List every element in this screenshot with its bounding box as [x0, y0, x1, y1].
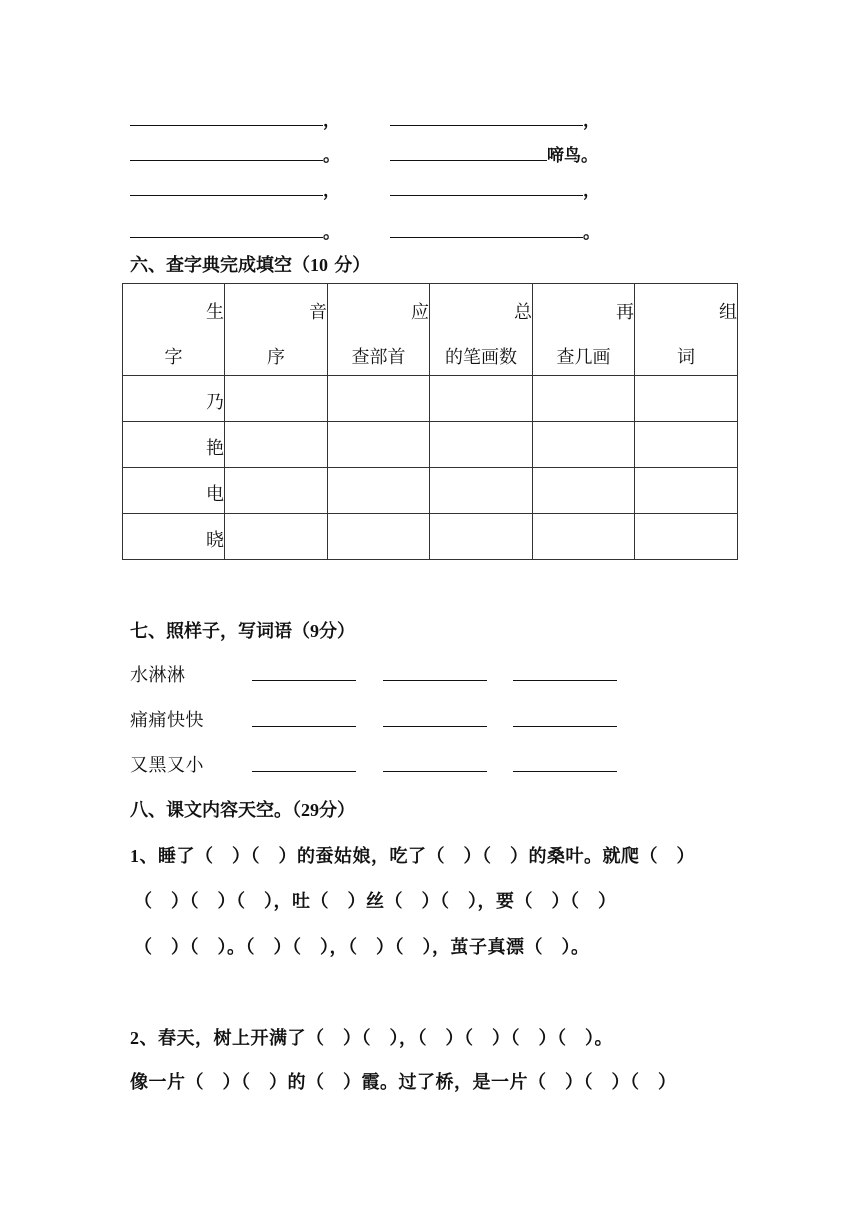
dictionary-table [122, 283, 738, 560]
example-word: 水淋淋 [130, 665, 186, 686]
header-cell: 音 序 [225, 284, 328, 376]
answer-cell[interactable] [225, 468, 328, 514]
fill-blank[interactable] [130, 221, 323, 238]
fill-blank[interactable] [383, 664, 487, 681]
answer-cell[interactable] [533, 422, 635, 468]
example-word: 又黑又小 [130, 755, 204, 776]
table-row [123, 376, 738, 422]
answer-cell[interactable] [635, 468, 738, 514]
fill-blank[interactable] [130, 144, 323, 161]
punctuation: ， [583, 111, 600, 131]
section-8-title: 八、课文内容天空。（29分） [130, 800, 355, 821]
fill-blank[interactable] [390, 179, 583, 196]
punctuation: 。 [583, 223, 600, 243]
blank-row-1-right [390, 106, 600, 131]
blank-row-3 [130, 176, 340, 201]
answer-cell[interactable] [430, 468, 533, 514]
fill-blank[interactable] [252, 664, 356, 681]
punctuation: ， [583, 181, 600, 201]
fill-blank[interactable] [513, 710, 617, 727]
blank-row-2-right [390, 141, 598, 166]
blank-row-4 [130, 218, 340, 243]
line-ending-text: 啼鸟。 [547, 146, 598, 166]
header-cell: 生 字 [123, 284, 225, 376]
fill-blank[interactable] [383, 710, 487, 727]
blank-row-3-right [390, 176, 600, 201]
fill-blank[interactable] [513, 664, 617, 681]
answer-cell[interactable] [225, 376, 328, 422]
char-cell: 艳 [123, 422, 225, 468]
question-2-line-1: 2、春天，树上开满了（ ）（ ），（ ）（ ）（ ）（ ）。 [130, 1028, 613, 1049]
answer-cell[interactable] [533, 468, 635, 514]
question-1-line-3: （ ）（ ）。（ ）（ ），（ ）（ ），茧子真漂（ ）。 [134, 937, 590, 958]
fill-blank[interactable] [390, 144, 547, 161]
punctuation: 。 [323, 146, 340, 166]
char-cell: 晓 [123, 514, 225, 560]
char-cell: 乃 [123, 376, 225, 422]
answer-cell[interactable] [533, 376, 635, 422]
table-header-row [123, 284, 738, 376]
blank-row-2 [130, 141, 340, 166]
char-cell: 电 [123, 468, 225, 514]
table-row [123, 422, 738, 468]
answer-cell[interactable] [533, 514, 635, 560]
fill-blank[interactable] [513, 755, 617, 772]
table-row [123, 514, 738, 560]
answer-cell[interactable] [635, 422, 738, 468]
fill-blank[interactable] [383, 755, 487, 772]
header-cell: 组 词 [635, 284, 738, 376]
answer-cell[interactable] [328, 514, 430, 560]
header-cell: 总 的笔画数 [430, 284, 533, 376]
punctuation: 。 [323, 223, 340, 243]
header-cell: 应 查部首 [328, 284, 430, 376]
punctuation: ， [323, 111, 340, 131]
question-1-line-2: （ ）（ ）（ ），吐（ ）丝（ ）（ ），要（ ）（ ） [134, 891, 617, 912]
fill-blank[interactable] [252, 755, 356, 772]
section-7-title: 七、照样子，写词语（9分） [130, 621, 355, 642]
header-cell: 再 查几画 [533, 284, 635, 376]
answer-cell[interactable] [430, 376, 533, 422]
section-6-title: 六、查字典完成填空（10 分） [130, 255, 371, 276]
answer-cell[interactable] [635, 514, 738, 560]
answer-cell[interactable] [225, 514, 328, 560]
fill-blank[interactable] [252, 710, 356, 727]
blank-row-1 [130, 106, 340, 131]
answer-cell[interactable] [328, 376, 430, 422]
question-1-line-1: 1、睡了（ ）（ ）的蚕姑娘，吃了（ ）（ ）的桑叶。就爬（ ） [130, 846, 695, 867]
example-word: 痛痛快快 [130, 710, 204, 731]
table-row [123, 468, 738, 514]
fill-blank[interactable] [130, 109, 323, 126]
fill-blank[interactable] [390, 221, 583, 238]
answer-cell[interactable] [430, 422, 533, 468]
blank-row-4-right [390, 218, 600, 243]
fill-blank[interactable] [130, 179, 323, 196]
question-2-line-2: 像一片（ ）（ ）的（ ）霞。过了桥，是一片（ ）（ ）（ ） [130, 1072, 677, 1093]
answer-cell[interactable] [328, 468, 430, 514]
punctuation: ， [323, 181, 340, 201]
answer-cell[interactable] [635, 376, 738, 422]
answer-cell[interactable] [225, 422, 328, 468]
answer-cell[interactable] [430, 514, 533, 560]
fill-blank[interactable] [390, 109, 583, 126]
answer-cell[interactable] [328, 422, 430, 468]
